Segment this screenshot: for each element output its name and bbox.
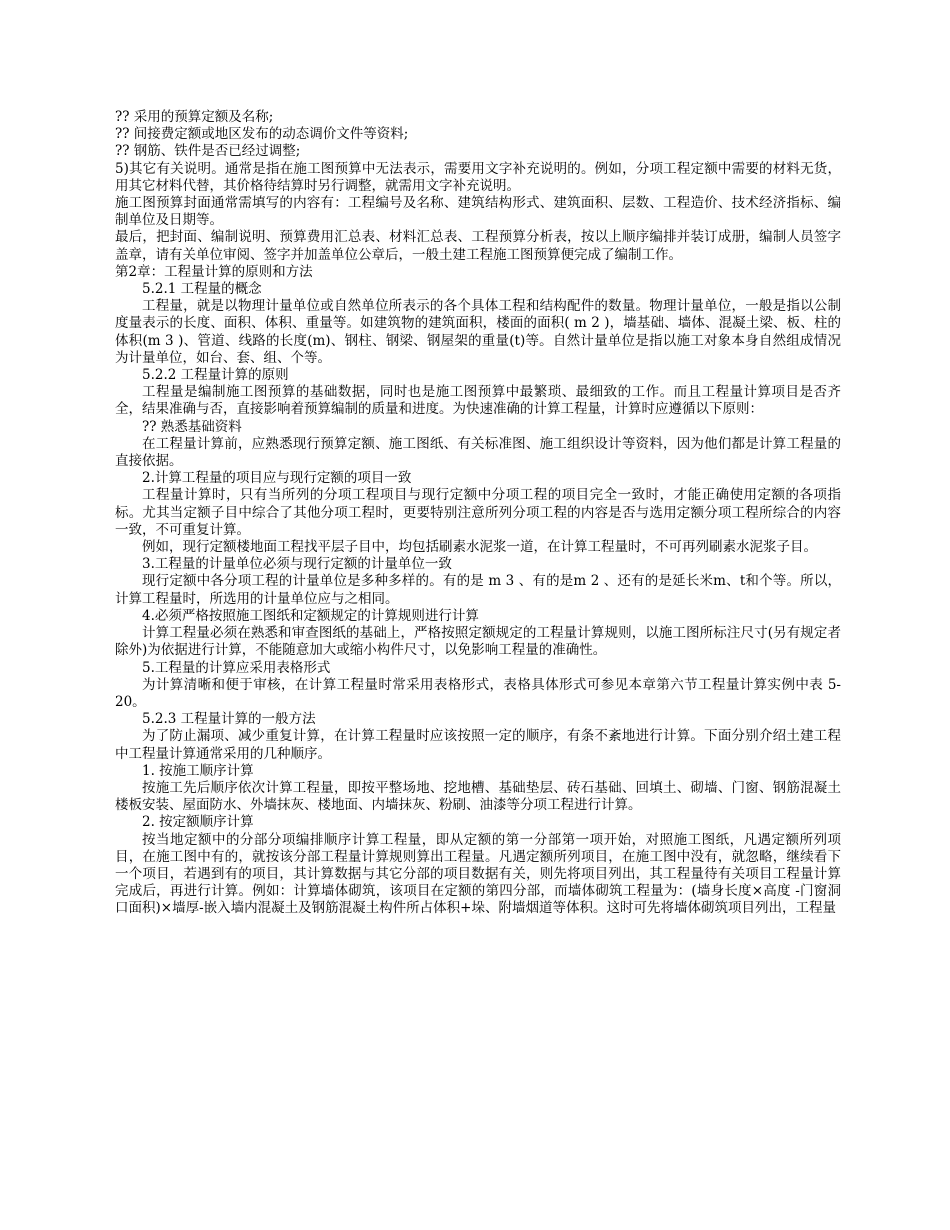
paragraph: 最后，把封面、编制说明、预算费用汇总表、材料汇总表、工程预算分析表，按以上顺序编排并装订成册，编制人员签字盖章，请有关单位审阅、签字并加盖单位公章后，一般土建工程施工图预算便完成了编制工作。 bbox=[115, 229, 841, 263]
paragraph: 现行定额中各分项工程的计量单位是多种多样的。有的是 m 3 、有的是m 2 、还有的是延长米m、t和个等。所以，计算工程量时，所选用的计量单位应与之相同。 bbox=[115, 573, 841, 607]
paragraph: 为计算清晰和便于审核，在计算工程量时常采用表格形式，表格具体形式可参见本章第六节工程量计算实例中表 5-20。 bbox=[115, 676, 841, 710]
paragraph: ?? 采用的预算定额及名称; bbox=[115, 109, 274, 125]
paragraph: 工程量，就是以物理计量单位或自然单位所表示的各个具体工程和结构配件的数量。物理计量单位，一般是指以公制度量表示的长度、面积、体积、重量等。如建筑物的建筑面积，楼面的面积( m 2 )，墙基础、墙体、混凝土梁、板、柱的体积(m 3 )、管道、线路的长度(m)、钢柱、钢梁、钢屋架的重量(t)等。自然计量单位是指以施工对象本身自然组成情况为计量单位，如台、套、组、个等。 bbox=[115, 298, 841, 366]
section-heading: 2. 按定额顺序计算 bbox=[142, 814, 254, 831]
paragraph: 在工程量计算前，应熟悉现行预算定额、施工图纸、有关标准图、施工组织设计等资料，因为他们都是计算工程量的直接依据。 bbox=[115, 435, 841, 470]
section-heading: 4.必须严格按照施工图纸和定额规定的计算规则进行计算 bbox=[142, 607, 479, 624]
section-heading: 3.工程量的计量单位必须与现行定额的计量单位一致 bbox=[142, 556, 452, 573]
section-heading: 5.2.3 工程量计算的一般方法 bbox=[142, 711, 316, 728]
paragraph: 施工图预算封面通常需填写的内容有：工程编号及名称、建筑结构形式、建筑面积、层数、工程造价、技术经济指标、编制单位及日期等。 bbox=[115, 195, 841, 229]
paragraph: ?? 间接费定额或地区发布的动态调价文件等资料; bbox=[115, 126, 409, 143]
document-body bbox=[115, 109, 841, 918]
section-heading: 5.2.1 工程量的概念 bbox=[142, 281, 262, 298]
section-heading: 5.2.2 工程量计算的原则 bbox=[142, 367, 289, 384]
section-heading: 1. 按施工顺序计算 bbox=[142, 762, 254, 779]
section-heading: 5.工程量的计算应采用表格形式 bbox=[142, 659, 331, 676]
paragraph: 工程量是编制施工图预算的基础数据，同时也是施工图预算中最繁琐、最细致的工作。而且工程量计算项目是否齐全，结果准确与否，直接影响着预算编制的质量和进度。为快速准确的计算工程量，计算时应遵循以下原则： bbox=[115, 384, 841, 418]
paragraph: ?? 钢筋、铁件是否已经过调整; bbox=[115, 143, 301, 160]
paragraph: 例如，现行定额楼地面工程找平层子目中，均包括刷素水泥浆一道，在计算工程量时，不可再列刷素水泥浆子目。 bbox=[142, 539, 817, 556]
section-heading: 2.计算工程量的项目应与现行定额的项目一致 bbox=[142, 470, 412, 487]
paragraph: 按当地定额中的分部分项编排顺序计算工程量，即从定额的第一分部第一项开始，对照施工图纸，凡遇定额所列项目，在施工图中有的，就按该分部工程量计算规则算出工程量。凡遇定额所列项目，在施工图中没有，就忽略，继续看下一个项目，若遇到有的项目，其计算数据与其它分部的项目数据有关，则先将项目列出，其工程量待有关项目工程量计算完成后，再进行计算。例如：计算墙体砌筑，该项目在定额的第四分部，而墙体砌筑工程量为：(墙身长度×高度 -门窗洞口面积)×墙厚-嵌入墙内混凝土及钢筋混凝土构件所占体积+垛、附墙烟道等体积。这时可先将墙体砌筑项目列出，工程量 bbox=[115, 831, 841, 917]
paragraph: 为了防止漏项、减少重复计算，在计算工程量时应该按照一定的顺序，有条不紊地进行计算。下面分别介绍土建工程中工程量计算通常采用的几种顺序。 bbox=[115, 728, 841, 762]
paragraph: 工程量计算时，只有当所列的分项工程项目与现行定额中分项工程的项目完全一致时，才能正确使用定额的各项指标。尤其当定额子目中综合了其他分项工程时，更要特别注意所列分项工程的内容是否与选用定额分项工程所综合的内容一致，不可重复计算。 bbox=[115, 487, 841, 538]
paragraph: 按施工先后顺序依次计算工程量，即按平整场地、挖地槽、基础垫层、砖石基础、回填土、砌墙、门窗、钢筋混凝土楼板安装、屋面防水、外墙抹灰、楼地面、内墙抹灰、粉刷、油漆等分项工程进行计算。 bbox=[115, 779, 841, 814]
paragraph: 第2章：工程量计算的原则和方法 bbox=[115, 263, 313, 280]
section-heading: ?? 熟悉基础资料 bbox=[142, 418, 242, 435]
paragraph: 5)其它有关说明。通常是指在施工图预算中无法表示，需要用文字补充说明的。例如，分项工程定额中需要的材料无货，用其它材料代替，其价格待结算时另行调整，就需用文字补充说明。 bbox=[115, 160, 841, 194]
paragraph: 计算工程量必须在熟悉和审查图纸的基础上，严格按照定额规定的工程量计算规则，以施工图所标注尺寸(另有规定者除外)为依据进行计算，不能随意加大或缩小构件尺寸，以免影响工程量的准确性。 bbox=[115, 625, 841, 659]
